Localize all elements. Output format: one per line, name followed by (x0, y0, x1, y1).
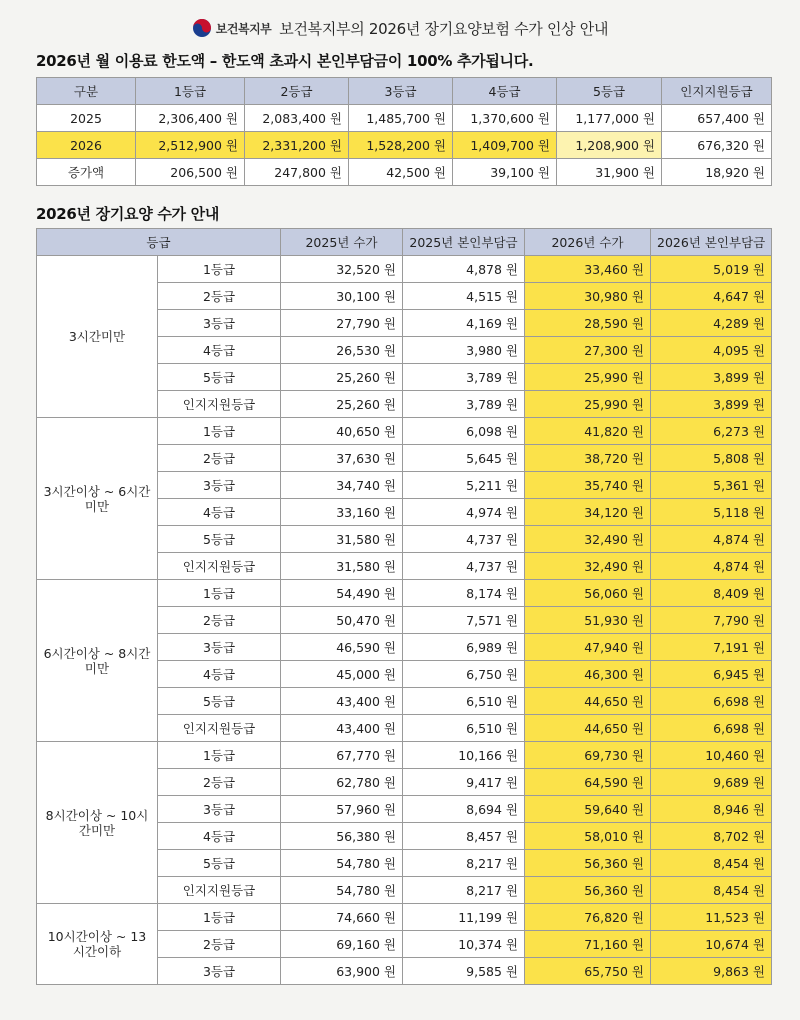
level-cell: 3등급 (158, 472, 281, 499)
level-cell: 5등급 (158, 364, 281, 391)
table-cell: 39,100 원 (453, 159, 557, 186)
table-cell-highlighted: 9,863 원 (651, 958, 772, 985)
table-cell: 6,098 원 (403, 418, 525, 445)
level-cell: 인지지원등급 (158, 877, 281, 904)
table-cell: 3,789 원 (403, 391, 525, 418)
table-cell: 10,374 원 (403, 931, 525, 958)
table-cell-highlighted: 8,946 원 (651, 796, 772, 823)
table-cell: 5,211 원 (403, 472, 525, 499)
level-cell: 2등급 (158, 283, 281, 310)
table-cell: 25,260 원 (281, 391, 403, 418)
table-cell-highlighted: 4,874 원 (651, 553, 772, 580)
table-cell: 2,083,400 원 (245, 105, 349, 132)
page-header (0, 8, 800, 48)
table-cell-highlighted: 56,360 원 (525, 850, 651, 877)
table-cell-highlighted: 4,874 원 (651, 526, 772, 553)
table-cell: 1,177,000 원 (557, 105, 662, 132)
table-row (37, 580, 772, 607)
table-cell: 4,737 원 (403, 553, 525, 580)
table-cell-highlighted: 38,720 원 (525, 445, 651, 472)
level-cell: 1등급 (158, 256, 281, 283)
row-label: 2026 (37, 132, 136, 159)
table-cell: 4,737 원 (403, 526, 525, 553)
page-title: 보건복지부의 2026년 장기요양보험 수가 인상 안내 (279, 19, 609, 38)
table-cell: 54,490 원 (281, 580, 403, 607)
table-cell: 4,515 원 (403, 283, 525, 310)
level-cell: 3등급 (158, 958, 281, 985)
table-cell: 30,100 원 (281, 283, 403, 310)
table-cell-highlighted: 33,460 원 (525, 256, 651, 283)
table-cell: 31,580 원 (281, 526, 403, 553)
table-cell: 206,500 원 (136, 159, 245, 186)
table-cell: 4,974 원 (403, 499, 525, 526)
table-cell-highlighted: 4,289 원 (651, 310, 772, 337)
table-cell: 56,380 원 (281, 823, 403, 850)
table-cell: 54,780 원 (281, 877, 403, 904)
table-cell-highlighted: 6,273 원 (651, 418, 772, 445)
table-cell-highlighted: 6,698 원 (651, 688, 772, 715)
table-cell: 9,417 원 (403, 769, 525, 796)
logo-text: 보건복지부 (215, 21, 272, 36)
table-cell: 67,770 원 (281, 742, 403, 769)
level-cell: 인지지원등급 (158, 715, 281, 742)
table-cell-highlighted: 5,019 원 (651, 256, 772, 283)
column-header: 2026년 수가 (525, 229, 651, 256)
time-group-label: 6시간이상 ~ 8시간미만 (37, 580, 158, 742)
table-cell-highlighted: 7,191 원 (651, 634, 772, 661)
table-cell: 74,660 원 (281, 904, 403, 931)
table-cell: 3,789 원 (403, 364, 525, 391)
table-cell: 37,630 원 (281, 445, 403, 472)
column-header: 2025년 본인부담금 (403, 229, 525, 256)
table-cell-highlighted: 76,820 원 (525, 904, 651, 931)
table-cell: 45,000 원 (281, 661, 403, 688)
table-cell-highlighted: 3,899 원 (651, 391, 772, 418)
table-row (37, 742, 772, 769)
level-cell: 3등급 (158, 310, 281, 337)
table-cell-highlighted: 8,409 원 (651, 580, 772, 607)
table-cell-highlighted: 27,300 원 (525, 337, 651, 364)
table-header-row (37, 229, 772, 256)
table-cell-highlighted: 35,740 원 (525, 472, 651, 499)
column-header: 5등급 (557, 78, 662, 105)
table-cell: 18,920 원 (662, 159, 772, 186)
table-cell: 8,217 원 (403, 850, 525, 877)
table-cell: 1,208,900 원 (557, 132, 662, 159)
table-cell-highlighted: 10,674 원 (651, 931, 772, 958)
table-cell: 43,400 원 (281, 688, 403, 715)
table-cell-highlighted: 44,650 원 (525, 715, 651, 742)
section2-title: 2026년 장기요양 수가 안내 (36, 205, 220, 223)
table-cell-highlighted: 59,640 원 (525, 796, 651, 823)
table-cell: 3,980 원 (403, 337, 525, 364)
table-cell-highlighted: 56,360 원 (525, 877, 651, 904)
table-cell: 26,530 원 (281, 337, 403, 364)
table-cell-highlighted: 8,454 원 (651, 850, 772, 877)
level-cell: 2등급 (158, 931, 281, 958)
table-cell-highlighted: 6,945 원 (651, 661, 772, 688)
table-cell: 34,740 원 (281, 472, 403, 499)
level-cell: 1등급 (158, 580, 281, 607)
table-row-highlighted (37, 132, 772, 159)
table-cell: 7,571 원 (403, 607, 525, 634)
section1-title: 2026년 월 이용료 한도액 – 한도액 초과시 본인부담금이 100% 추가됩니다. (36, 52, 534, 70)
table-cell-highlighted: 4,647 원 (651, 283, 772, 310)
table-cell-highlighted: 32,490 원 (525, 553, 651, 580)
table-row (37, 904, 772, 931)
column-header: 2026년 본인부담금 (651, 229, 772, 256)
table-cell: 676,320 원 (662, 132, 772, 159)
table-cell-highlighted: 5,118 원 (651, 499, 772, 526)
table-cell: 27,790 원 (281, 310, 403, 337)
table-cell: 40,650 원 (281, 418, 403, 445)
table-cell-highlighted: 47,940 원 (525, 634, 651, 661)
table-cell: 32,520 원 (281, 256, 403, 283)
table-cell: 2,512,900 원 (136, 132, 245, 159)
table-cell-highlighted: 64,590 원 (525, 769, 651, 796)
care-fee-table (36, 228, 772, 985)
table-cell-highlighted: 44,650 원 (525, 688, 651, 715)
table-cell-highlighted: 69,730 원 (525, 742, 651, 769)
table-cell-highlighted: 8,702 원 (651, 823, 772, 850)
column-header: 구분 (37, 78, 136, 105)
table-cell: 2,331,200 원 (245, 132, 349, 159)
table-cell: 50,470 원 (281, 607, 403, 634)
table-cell: 8,174 원 (403, 580, 525, 607)
column-header: 4등급 (453, 78, 557, 105)
table-cell-highlighted: 41,820 원 (525, 418, 651, 445)
level-cell: 5등급 (158, 850, 281, 877)
level-cell: 1등급 (158, 742, 281, 769)
table-cell: 2,306,400 원 (136, 105, 245, 132)
level-cell: 5등급 (158, 688, 281, 715)
level-cell: 1등급 (158, 904, 281, 931)
level-cell: 4등급 (158, 499, 281, 526)
table-cell-highlighted: 11,523 원 (651, 904, 772, 931)
table-cell: 69,160 원 (281, 931, 403, 958)
table-cell-highlighted: 28,590 원 (525, 310, 651, 337)
row-label: 2025 (37, 105, 136, 132)
table-row (37, 105, 772, 132)
level-cell: 인지지원등급 (158, 391, 281, 418)
table-cell-highlighted: 71,160 원 (525, 931, 651, 958)
column-header: 1등급 (136, 78, 245, 105)
table-cell: 1,370,600 원 (453, 105, 557, 132)
table-cell-highlighted: 46,300 원 (525, 661, 651, 688)
table-cell: 247,800 원 (245, 159, 349, 186)
table-cell: 8,694 원 (403, 796, 525, 823)
time-group-label: 3시간이상 ~ 6시간미만 (37, 418, 158, 580)
table-cell: 46,590 원 (281, 634, 403, 661)
table-cell: 25,260 원 (281, 364, 403, 391)
monthly-limit-table (36, 77, 772, 186)
table-cell-highlighted: 34,120 원 (525, 499, 651, 526)
table-cell-highlighted: 3,899 원 (651, 364, 772, 391)
column-header: 등급 (37, 229, 281, 256)
table-cell-highlighted: 25,990 원 (525, 364, 651, 391)
table-cell-highlighted: 7,790 원 (651, 607, 772, 634)
table-cell: 8,217 원 (403, 877, 525, 904)
table-cell: 42,500 원 (349, 159, 453, 186)
time-group-label: 3시간미만 (37, 256, 158, 418)
column-header: 2등급 (245, 78, 349, 105)
table-cell: 57,960 원 (281, 796, 403, 823)
table-cell-highlighted: 10,460 원 (651, 742, 772, 769)
level-cell: 2등급 (158, 445, 281, 472)
table-cell-highlighted: 32,490 원 (525, 526, 651, 553)
table-cell-highlighted: 56,060 원 (525, 580, 651, 607)
table-cell: 657,400 원 (662, 105, 772, 132)
table-row (37, 159, 772, 186)
level-cell: 4등급 (158, 661, 281, 688)
table-cell: 10,166 원 (403, 742, 525, 769)
table-cell: 31,900 원 (557, 159, 662, 186)
table-cell: 5,645 원 (403, 445, 525, 472)
table-cell: 6,510 원 (403, 715, 525, 742)
time-group-label: 10시간이상 ~ 13시간이하 (37, 904, 158, 985)
table-cell: 1,528,200 원 (349, 132, 453, 159)
table-cell-highlighted: 58,010 원 (525, 823, 651, 850)
level-cell: 3등급 (158, 796, 281, 823)
table-header-row (37, 78, 772, 105)
level-cell: 인지지원등급 (158, 553, 281, 580)
table-cell: 33,160 원 (281, 499, 403, 526)
level-cell: 5등급 (158, 526, 281, 553)
table-cell: 9,585 원 (403, 958, 525, 985)
table-cell-highlighted: 8,454 원 (651, 877, 772, 904)
level-cell: 4등급 (158, 823, 281, 850)
level-cell: 2등급 (158, 607, 281, 634)
column-header: 3등급 (349, 78, 453, 105)
table-row (37, 256, 772, 283)
table-cell: 6,510 원 (403, 688, 525, 715)
table-cell: 54,780 원 (281, 850, 403, 877)
table-cell: 31,580 원 (281, 553, 403, 580)
row-label: 증가액 (37, 159, 136, 186)
level-cell: 3등급 (158, 634, 281, 661)
table-cell: 43,400 원 (281, 715, 403, 742)
table-cell-highlighted: 4,095 원 (651, 337, 772, 364)
table-cell: 8,457 원 (403, 823, 525, 850)
table-cell: 62,780 원 (281, 769, 403, 796)
table-cell: 6,750 원 (403, 661, 525, 688)
time-group-label: 8시간이상 ~ 10시간미만 (37, 742, 158, 904)
column-header: 2025년 수가 (281, 229, 403, 256)
level-cell: 1등급 (158, 418, 281, 445)
table-cell: 63,900 원 (281, 958, 403, 985)
column-header: 인지지원등급 (662, 78, 772, 105)
table-cell: 4,169 원 (403, 310, 525, 337)
table-cell-highlighted: 5,361 원 (651, 472, 772, 499)
table-cell-highlighted: 9,689 원 (651, 769, 772, 796)
table-cell-highlighted: 51,930 원 (525, 607, 651, 634)
table-cell: 1,485,700 원 (349, 105, 453, 132)
table-cell-highlighted: 25,990 원 (525, 391, 651, 418)
table-cell-highlighted: 6,698 원 (651, 715, 772, 742)
ministry-logo (192, 18, 271, 38)
table-cell: 11,199 원 (403, 904, 525, 931)
table-row (37, 418, 772, 445)
table-cell-highlighted: 65,750 원 (525, 958, 651, 985)
taegeuk-emblem-icon (192, 18, 212, 38)
level-cell: 2등급 (158, 769, 281, 796)
table-cell: 1,409,700 원 (453, 132, 557, 159)
table-cell: 6,989 원 (403, 634, 525, 661)
care-fee-table-body (37, 256, 772, 985)
level-cell: 4등급 (158, 337, 281, 364)
table-cell: 4,878 원 (403, 256, 525, 283)
table-cell-highlighted: 30,980 원 (525, 283, 651, 310)
table-cell-highlighted: 5,808 원 (651, 445, 772, 472)
